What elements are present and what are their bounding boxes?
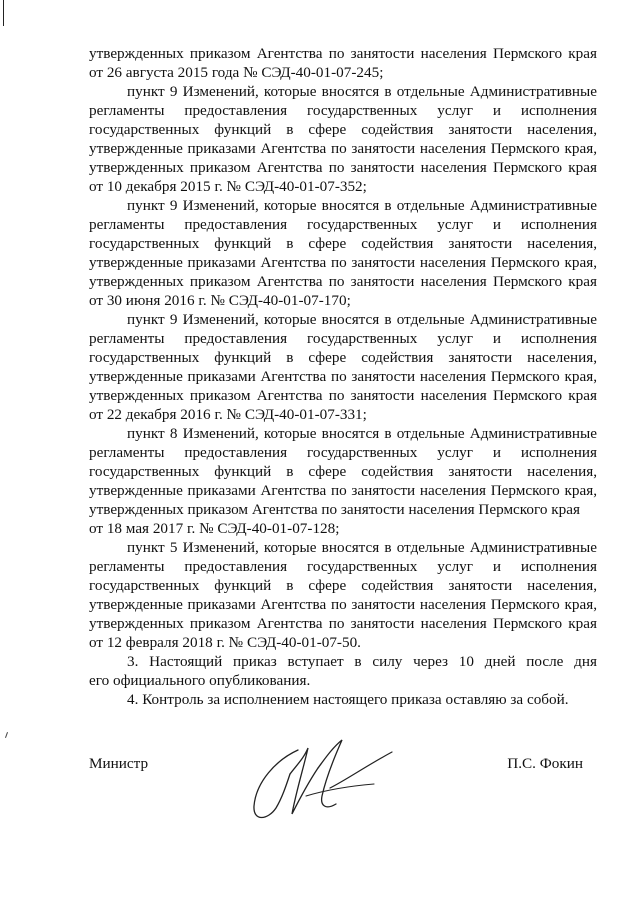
- paragraph-start-line: пункт 9 Изменений, которые вносятся в отдельные Административные: [127, 311, 597, 328]
- text-line: от 12 февраля 2018 г. № СЭД-40-01-07-50.: [89, 634, 361, 651]
- text-line: от 26 августа 2015 года № СЭД-40-01-07-245;: [89, 64, 384, 81]
- text-line: от 10 декабря 2015 г. № СЭД-40-01-07-352;: [89, 178, 367, 195]
- page-edge-mark: [3, 0, 4, 26]
- text-line: регламенты предоставления государственных услуг и исполнения: [89, 330, 597, 347]
- paragraph-start-line: пункт 5 Изменений, которые вносятся в отдельные Административные: [127, 539, 597, 556]
- text-line: утвержденных приказом Агентства по занятости населения Пермского края: [89, 159, 597, 176]
- text-line: от 18 мая 2017 г. № СЭД-40-01-07-128;: [89, 520, 340, 537]
- text-line: утвержденных приказом Агентства по занятости населения Пермского края: [89, 387, 597, 404]
- text-line: регламенты предоставления государственных услуг и исполнения: [89, 102, 597, 119]
- text-line: от 30 июня 2016 г. № СЭД-40-01-07-170;: [89, 292, 351, 309]
- text-line: утвержденные приказами Агентства по занятости населения Пермского края,: [89, 254, 597, 271]
- text-line: государственных функций в сфере содействия занятости населения,: [89, 463, 597, 480]
- signatory-name: П.С. Фокин: [507, 755, 583, 772]
- clause-4-line: 4. Контроль за исполнением настоящего приказа оставляю за собой.: [127, 691, 569, 708]
- text-line: утвержденных приказом Агентства по занятости населения Пермского края: [89, 45, 597, 62]
- page-edge-tick: [5, 732, 8, 738]
- text-line: утвержденные приказами Агентства по занятости населения Пермского края,: [89, 482, 597, 499]
- text-line: государственных функций в сфере содействия занятости населения,: [89, 121, 597, 138]
- clause-3-line: 3. Настоящий приказ вступает в силу через 10 дней после дня: [127, 653, 597, 670]
- handwritten-signature: [246, 736, 396, 828]
- text-line: регламенты предоставления государственных услуг и исполнения: [89, 558, 597, 575]
- paragraph-start-line: пункт 8 Изменений, которые вносятся в отдельные Административные: [127, 425, 597, 442]
- paragraph-start-line: пункт 9 Изменений, которые вносятся в отдельные Административные: [127, 83, 597, 100]
- text-line: государственных функций в сфере содействия занятости населения,: [89, 349, 597, 366]
- signatory-title: Министр: [89, 755, 149, 772]
- document-body: [89, 44, 597, 709]
- text-line: регламенты предоставления государственных услуг и исполнения: [89, 444, 597, 461]
- text-line: утвержденных приказом Агентства по занятости населения Пермского края: [89, 615, 597, 632]
- paragraph-start-line: пункт 9 Изменений, которые вносятся в отдельные Административные: [127, 197, 597, 214]
- text-line: утвержденные приказами Агентства по занятости населения Пермского края,: [89, 140, 597, 157]
- text-line: государственных функций в сфере содействия занятости населения,: [89, 235, 597, 252]
- text-line: утвержденных приказом Агентства по занятости населения Пермского края: [89, 273, 597, 290]
- text-line: его официального опубликования.: [89, 672, 311, 689]
- text-line: утвержденные приказами Агентства по занятости населения Пермского края,: [89, 596, 597, 613]
- text-line: утвержденных приказом Агентства по занятости населения Пермского края: [89, 501, 580, 518]
- text-line: утвержденные приказами Агентства по занятости населения Пермского края,: [89, 368, 597, 385]
- text-line: государственных функций в сфере содействия занятости населения,: [89, 577, 597, 594]
- text-line: регламенты предоставления государственных услуг и исполнения: [89, 216, 597, 233]
- text-line: от 22 декабря 2016 г. № СЭД-40-01-07-331;: [89, 406, 367, 423]
